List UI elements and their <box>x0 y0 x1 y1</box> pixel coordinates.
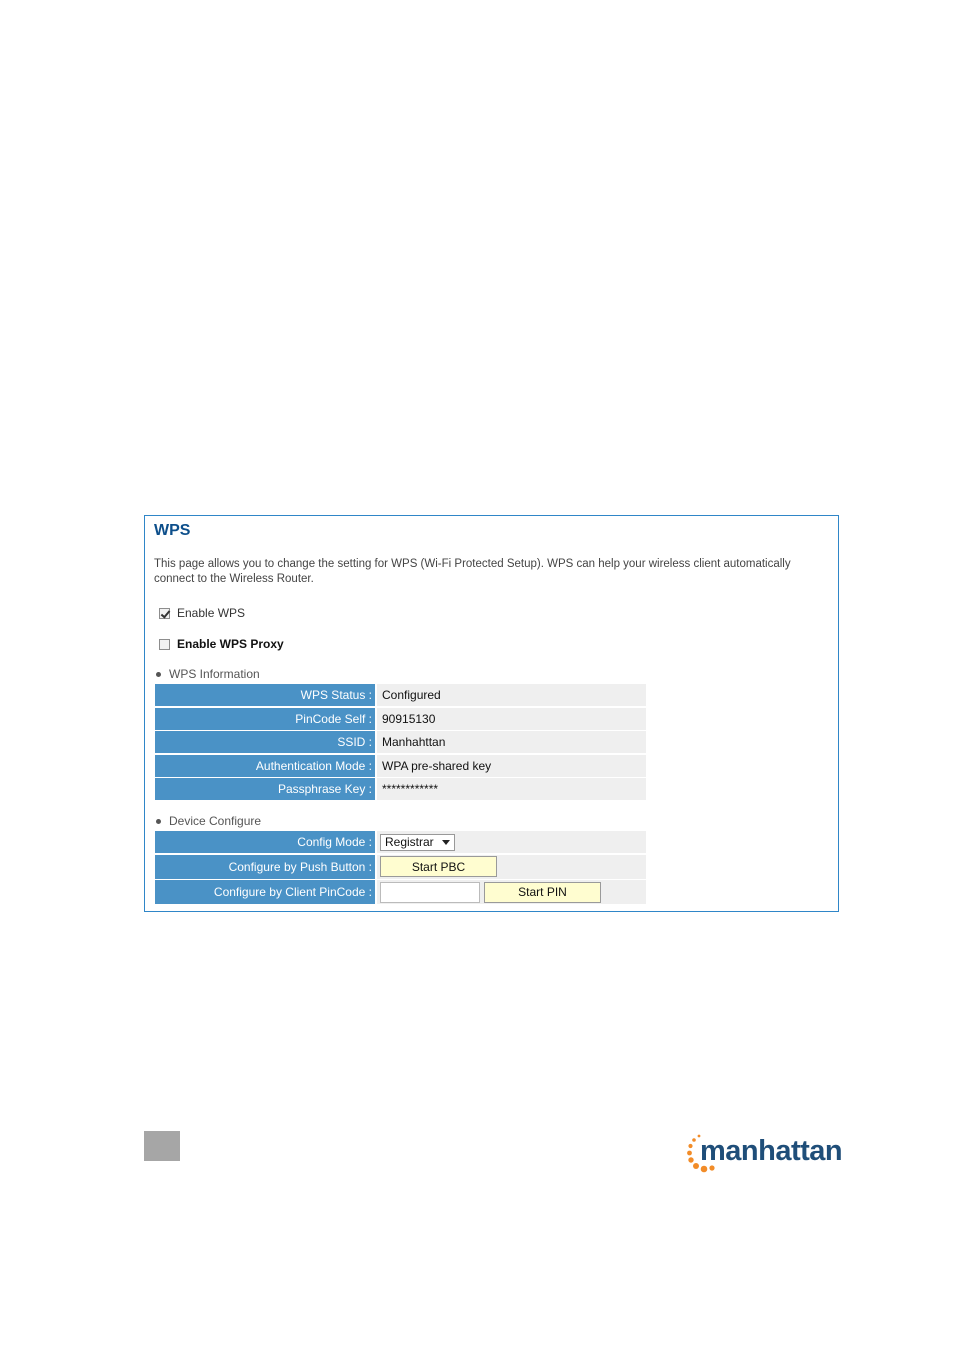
wps-information-title: WPS Information <box>169 667 260 681</box>
table-row <box>155 731 646 753</box>
table-row <box>155 755 646 777</box>
device-configure-table <box>155 831 646 906</box>
passphrase-key-value: ************ <box>377 778 646 800</box>
enable-wps-row <box>159 606 245 620</box>
authentication-mode-value: WPA pre-shared key <box>377 755 646 777</box>
table-row <box>155 855 646 879</box>
start-pin-button[interactable]: Start PIN <box>484 882 601 903</box>
pincode-self-label: PinCode Self : <box>155 708 375 730</box>
push-button-label: Configure by Push Button : <box>155 855 375 879</box>
config-mode-cell <box>377 831 646 853</box>
enable-wps-proxy-label: Enable WPS Proxy <box>177 637 284 651</box>
enable-wps-proxy-checkbox[interactable] <box>159 639 170 650</box>
enable-wps-checkbox[interactable] <box>159 608 170 619</box>
device-configure-title: Device Configure <box>169 814 262 828</box>
table-row <box>155 880 646 904</box>
table-row <box>155 708 646 730</box>
page-number-box <box>144 1131 180 1161</box>
enable-proxy-row <box>159 637 284 651</box>
client-pincode-cell <box>377 880 646 904</box>
client-pincode-input[interactable] <box>380 882 480 903</box>
device-configure-heading <box>156 814 261 828</box>
ssid-label: SSID : <box>155 731 375 753</box>
push-button-cell <box>377 855 646 879</box>
bullet-icon <box>156 819 161 824</box>
table-row <box>155 778 646 800</box>
page-title: WPS <box>154 522 191 539</box>
chevron-down-icon <box>442 840 450 845</box>
page-description: This page allows you to change the setting for WPS (Wi-Fi Protected Setup). WPS can help your wireless client automatically connect to the Wireless Router. <box>154 558 791 585</box>
logo-wordmark: manhattan <box>700 1135 842 1167</box>
pincode-self-value: 90915130 <box>377 708 646 730</box>
manhattan-logo <box>686 1128 842 1176</box>
table-row <box>155 831 646 853</box>
wps-panel <box>144 515 839 912</box>
start-pbc-button[interactable]: Start PBC <box>380 856 497 877</box>
authentication-mode-label: Authentication Mode : <box>155 755 375 777</box>
table-row <box>155 684 646 706</box>
wps-information-table <box>155 684 646 802</box>
config-mode-value: Registrar <box>385 835 434 849</box>
wps-information-heading <box>156 667 260 681</box>
bullet-icon <box>156 672 161 677</box>
wps-status-label: WPS Status : <box>155 684 375 706</box>
passphrase-key-label: Passphrase Key : <box>155 778 375 800</box>
ssid-value: Manhahttan <box>377 731 646 753</box>
enable-wps-label: Enable WPS <box>177 606 246 620</box>
config-mode-label: Config Mode : <box>155 831 375 853</box>
client-pincode-label: Configure by Client PinCode : <box>155 880 375 904</box>
wps-status-value: Configured <box>377 684 646 706</box>
config-mode-select[interactable] <box>380 834 455 851</box>
